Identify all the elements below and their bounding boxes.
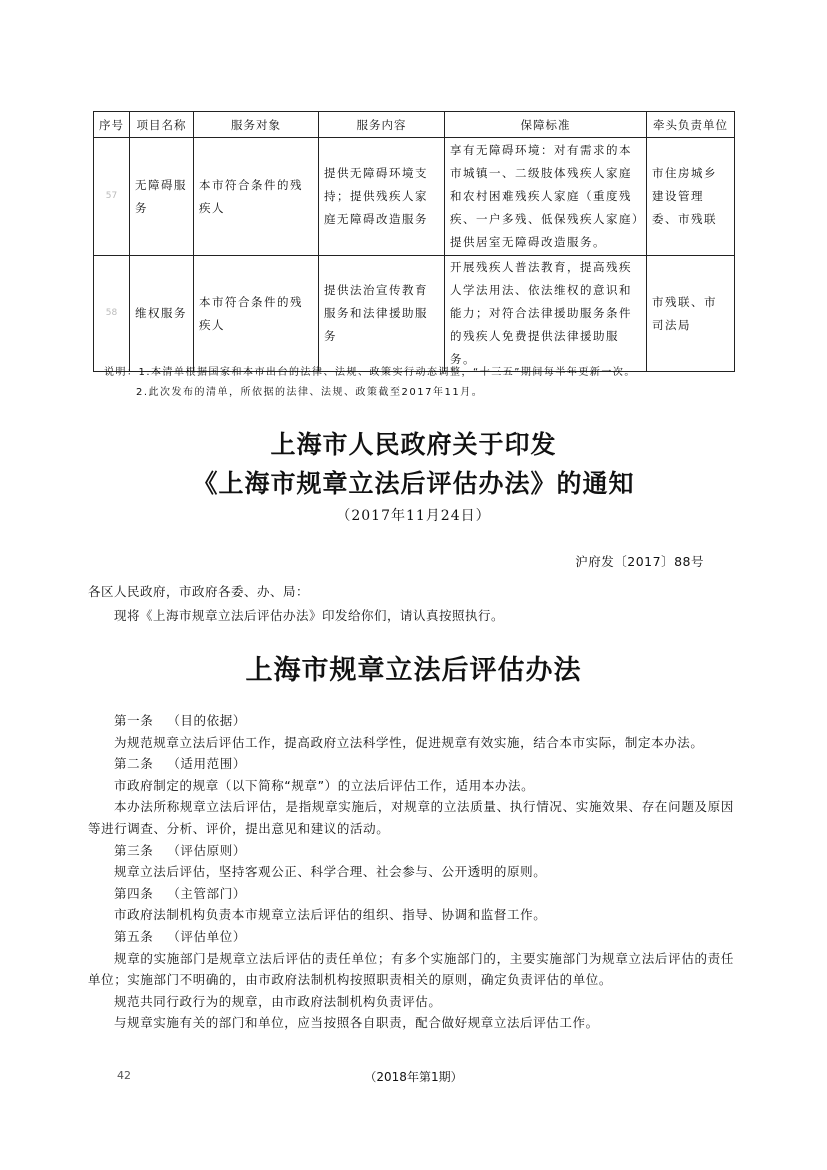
notice-title-line2: 《上海市规章立法后评估办法》的通知 (192, 469, 635, 498)
row-lead: 市住房城乡建设管理委、市残联 (647, 138, 735, 256)
header-standard: 保障标准 (445, 112, 647, 138)
header-name: 项目名称 (130, 112, 194, 138)
table-row (94, 256, 735, 372)
article-topic: （目的依据） (167, 713, 246, 728)
article-number: 第二条 (114, 756, 154, 772)
page-number: 42 (117, 1069, 131, 1082)
article-paragraph: 与规章实施有关的部门和单位，应当按照各自职责，配合做好规章立法后评估工作。 (114, 1015, 599, 1031)
article-heading (88, 753, 734, 775)
article-topic: （评估单位） (167, 928, 246, 944)
header-target: 服务对象 (194, 112, 319, 138)
note-2: 2.此次发布的清单，所依据的法律、法规、政策截至2017年11月。 (136, 387, 484, 398)
row-standard: 开展残疾人普法教育，提高残疾人学法用法、依法维权的意识和能力；对符合法律援助服务条件的残疾人免费提供法律援助服务。 (445, 256, 647, 372)
row-num: 57 (94, 138, 130, 256)
article-heading (88, 883, 734, 905)
table-row (94, 138, 735, 256)
row-standard: 享有无障碍环境：对有需求的本市城镇一、二级肢体残疾人家庭和农村困难残疾人家庭（重度残疾、一户多残、低保残疾人家庭）提供居室无障碍改造服务。 (445, 138, 647, 256)
row-name: 维权服务 (130, 256, 194, 372)
row-num: 58 (94, 256, 130, 372)
article-topic: （评估原则） (167, 842, 246, 858)
table-notes (104, 363, 636, 403)
service-table (93, 111, 735, 372)
article-paragraph: 规范共同行政行为的规章，由市政府法制机构负责评估。 (114, 993, 442, 1009)
table-header-row (94, 112, 735, 138)
article-number: 第五条 (114, 928, 154, 944)
article-heading (88, 710, 734, 732)
regulation-articles (88, 710, 734, 1034)
header-lead: 牵头负责单位 (647, 112, 735, 138)
article-paragraph: 市政府法制机构负责本市规章立法后评估的组织、指导、协调和监督工作。 (114, 907, 547, 923)
article-paragraph: 规章的实施部门是规章立法后评估的责任单位；有多个实施部门的，主要实施部门为规章立法后评估的责任单位；实施部门不明确的，由市政府法制机构按照职责相关的原则，确定负责评估的单位。 (88, 950, 734, 988)
notice-title-line1: 上海市人民政府关于印发 (270, 430, 557, 459)
notice-date: （2017年11月24日） (336, 508, 491, 524)
article-paragraph: 为规范规章立法后评估工作，提高政府立法科学性，促进规章有效实施，结合本市实际，制定本办法。 (114, 734, 704, 750)
article-heading (88, 840, 734, 862)
header-content: 服务内容 (319, 112, 445, 138)
row-content: 提供无障碍环境支持；提供残疾人家庭无障碍改造服务 (319, 138, 445, 256)
row-lead: 市残联、市司法局 (647, 256, 735, 372)
row-content: 提供法治宣传教育服务和法律援助服务 (319, 256, 445, 372)
row-name: 无障碍服务 (130, 138, 194, 256)
article-paragraph: 市政府制定的规章（以下简称“规章”）的立法后评估工作，适用本办法。 (114, 777, 535, 793)
article-number: 第四条 (114, 885, 154, 901)
row-target: 本市符合条件的残疾人 (194, 256, 319, 372)
document-number: 沪府发〔2017〕88号 (575, 554, 704, 569)
row-target: 本市符合条件的残疾人 (194, 138, 319, 256)
addressee: 各区人民政府，市政府各委、办、局： (88, 584, 310, 599)
article-topic: （主管部门） (167, 885, 246, 901)
article-number: 第一条 (114, 713, 154, 728)
article-topic: （适用范围） (167, 756, 246, 772)
note-1: 说明：1.本清单根据国家和本市出台的法律、法规、政策实行动态调整，“十三五”期间每半年更新一次。 (104, 367, 636, 378)
article-paragraph: 规章立法后评估，坚持客观公正、科学合理、社会参与、公开透明的原则。 (114, 864, 547, 880)
issue-label: （2018年第1期） (364, 1070, 463, 1084)
regulation-title: 上海市规章立法后评估办法 (245, 655, 582, 686)
article-paragraph: 本办法所称规章立法后评估，是指规章实施后，对规章的立法质量、执行情况、实施效果、存在问题及原因等进行调查、分析、评价，提出意见和建议的活动。 (88, 799, 734, 836)
header-num: 序号 (94, 112, 130, 138)
article-heading (88, 926, 734, 948)
article-number: 第三条 (114, 842, 154, 858)
notice-body: 现将《上海市规章立法后评估办法》印发给你们，请认真按照执行。 (114, 608, 505, 623)
